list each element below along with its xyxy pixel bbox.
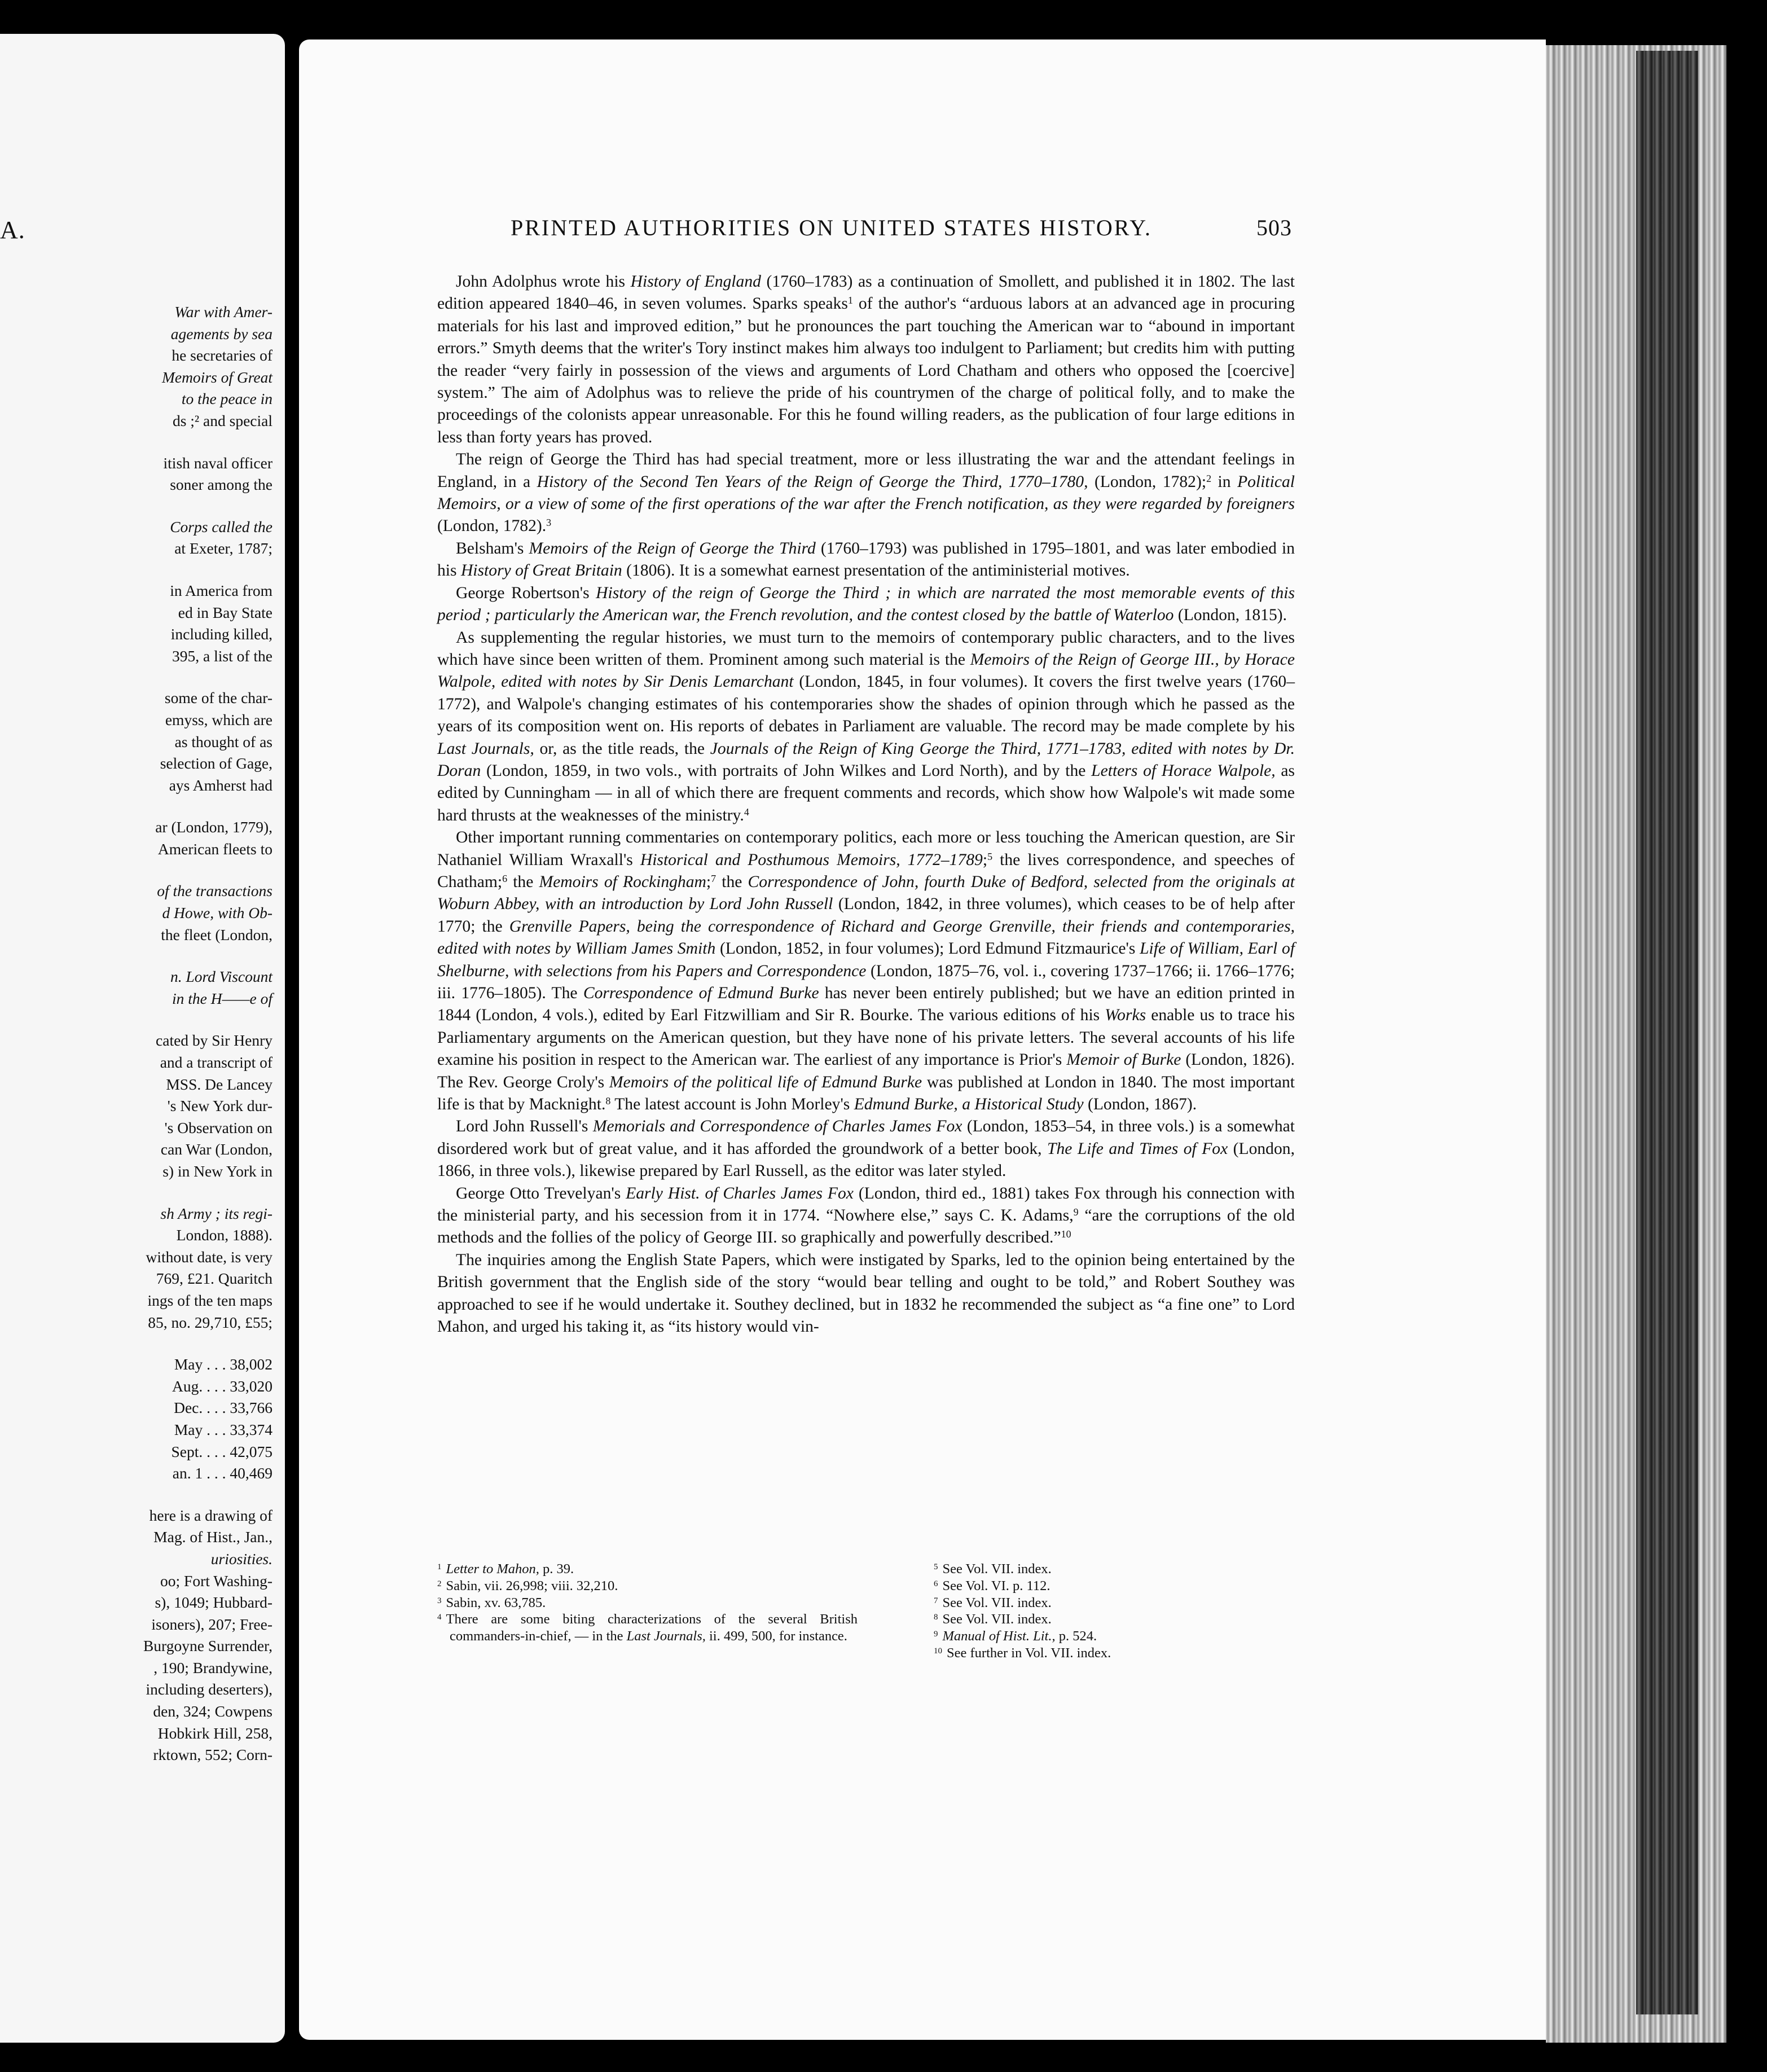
footnote (934, 1578, 1295, 1595)
previous-page-line: s) in New York in (162, 1162, 272, 1180)
previous-page-line: agements by sea (170, 324, 272, 343)
footnote (437, 1561, 858, 1578)
previous-page-line (36, 1183, 272, 1203)
footnote-number: 2 (437, 1579, 442, 1588)
previous-page-line: cated by Sir Henry (156, 1031, 272, 1050)
previous-page-line: American fleets to (157, 840, 272, 858)
paragraph: George Otto Trevelyan's Early Hist. of Charles James Fox (London, third ed., 1881) takes Fox through his connection with the ministerial party, and his secession from it in 1774. “Nowhere else,” says C. K. Adams,$^9$ “are the corruptions of the old methods and the follies of the policy of George III. so graphically and powerfully described.”$^{10}$ (437, 1184, 1295, 1247)
previous-page-line: London, 1888). (176, 1226, 272, 1244)
previous-page-line: some of the char- (164, 689, 272, 707)
footnote (437, 1595, 858, 1612)
previous-page-line: 85, no. 29,710, £55; (148, 1313, 272, 1331)
footnotes-left-column (437, 1561, 858, 1645)
previous-page-line: without date, is very (146, 1248, 272, 1266)
footnote-number: 10 (934, 1646, 942, 1656)
previous-page-line: Sept. . . . 42,075 (171, 1442, 272, 1460)
previous-page-line (36, 1485, 272, 1505)
footnote-number: 3 (437, 1596, 442, 1605)
previous-page-line: Memoirs of Great (161, 368, 272, 386)
previous-page-line: itish naval officer (163, 454, 272, 472)
footnote-number: 8 (934, 1613, 938, 1622)
previous-page-line (36, 946, 272, 966)
previous-page-line (36, 1009, 272, 1030)
footnote-text: Letter to Mahon, p. 39. (446, 1561, 574, 1577)
running-title: PRINTED AUTHORITIES ON UNITED STATES HISTORY. (511, 215, 1153, 240)
previous-page-line: 395, a list of the (172, 647, 272, 665)
previous-page-line: rktown, 552; Corn- (153, 1746, 272, 1764)
footnote-number: 5 (934, 1562, 938, 1571)
footnote-number: 4 (437, 1613, 442, 1622)
paragraph: As supplementing the regular histories, we must turn to the memoirs of contemporary public characters, and to the lives which have since been written of them. Prominent among such material is the Memoirs of the Reign of George III., by Horace Walpole, edited with notes by Sir Denis Lemarchant (London, 1845, in four volumes). It covers the first twelve years (1760–1772), and Walpole's changing estimates of his contemporaries show the shades of opinion through which he passed as the years of its composition went on. His reports of debates in Parliament are valuable. The record may be made complete by his Last Journals, or, as the title reads, the Journals of the Reign of King George the Third, 1771–1783, edited with notes by Dr. Doran (London, 1859, in two vols., with portraits of John Wilkes and Lord North), and by the Letters of Horace Walpole, as edited by Cunningham — in all of which there are frequent comments and records, which show how Walpole's wit made some hard thrusts at the weaknesses of the ministry.$^4$ (437, 628, 1295, 824)
previous-page-line: MSS. De Lancey (166, 1075, 272, 1093)
previous-page-line: as thought of as (174, 732, 272, 750)
previous-page-line (36, 860, 272, 880)
previous-page-line: oo; Fort Washing- (160, 1571, 272, 1590)
footnote-number: 6 (934, 1579, 938, 1588)
footnote (934, 1628, 1295, 1645)
previous-page-line: n. Lord Viscount (170, 968, 272, 986)
paragraph: The reign of George the Third has had special treatment, more or less illustrating the war and the attendant feelings in England, in a History of the Second Ten Years of the Reign of George the Third, 1770–1780, (London, 1782);$^2$ in Political Memoirs, or a view of some of the first operations of the war after the French notification, as they were regarded by foreigners (London, 1782).$^3$ (437, 450, 1295, 535)
previous-page-line: selection of Gage, (160, 754, 272, 772)
previous-page-text (36, 301, 272, 1766)
previous-page-line: Corps called the (170, 517, 272, 535)
previous-page-line: d Howe, with Ob- (162, 904, 272, 922)
previous-page-line: May . . . 33,374 (174, 1420, 272, 1438)
previous-page-line: Aug. . . . 33,020 (172, 1377, 272, 1395)
previous-page-line (36, 667, 272, 687)
previous-page-line: at Exeter, 1787; (174, 539, 272, 557)
previous-page-line: soner among the (170, 476, 272, 494)
previous-page-line: ds ;² and special (172, 411, 272, 429)
footnote (934, 1561, 1295, 1578)
footnote-text: See further in Vol. VII. index. (947, 1645, 1111, 1661)
footnote-number: 7 (934, 1596, 938, 1605)
previous-page-line: s), 1049; Hubbard- (155, 1593, 272, 1612)
previous-page-line: uriosities. (210, 1549, 272, 1568)
previous-page-line: Mag. of Hist., Jan., (153, 1528, 272, 1546)
previous-page-line: including killed, (170, 625, 272, 643)
previous-page-line: and a transcript of (160, 1053, 272, 1072)
previous-page-heading: A. (0, 216, 25, 244)
previous-page-line: can War (London, (160, 1140, 272, 1158)
previous-page-line (36, 496, 272, 516)
previous-page (0, 34, 285, 2043)
previous-page-line: an. 1 . . . 40,469 (172, 1464, 272, 1482)
previous-page-line: of the transactions (157, 882, 272, 900)
footnote-text: Manual of Hist. Lit., p. 524. (942, 1628, 1097, 1644)
footnote-text: Sabin, vii. 26,998; viii. 32,210. (446, 1578, 618, 1593)
previous-page-line: ings of the ten maps (147, 1291, 272, 1309)
body-text (437, 271, 1295, 1338)
footnote (934, 1595, 1295, 1612)
previous-page-line: ed in Bay State (178, 603, 272, 621)
footnotes-right-column (934, 1561, 1295, 1662)
previous-page-line: ar (London, 1779), (155, 818, 272, 836)
previous-page-line: including deserters), (146, 1680, 272, 1698)
page-edges-shadow (1636, 51, 1698, 2014)
footnote (934, 1611, 1295, 1628)
previous-page-line: to the peace in (181, 390, 272, 408)
paragraph: John Adolphus wrote his History of England (1760–1783) as a continuation of Smollett, and published it in 1802. The last edition appeared 1840–46, in seven volumes. Sparks speaks$^1$ of the author's “arduous labors at an advanced age in procuring materials for his last and improved edition,” but he pronounces the part touching the American war to “abound in important errors.” Smyth deems that the writer's Tory instinct makes him always too indulgent to Parliament; but credits him with putting the reader “very fairly in possession of the views and arguments of Lord Chatham and others who opposed the [coercive] system.” The aim of Adolphus was to relieve the pride of his countrymen of the charge of political folly, and to make the proceedings of the colonists appear unreasonable. For this he found willing readers, as the publication of four large editions in less than forty years has proved. (437, 273, 1295, 446)
footnote-text: See Vol. VII. index. (942, 1595, 1052, 1610)
running-head (511, 214, 1292, 241)
previous-page-line: ays Amherst had (169, 776, 272, 794)
previous-page-line (36, 796, 272, 816)
footnote (934, 1645, 1295, 1662)
previous-page-line: 769, £21. Quaritch (156, 1270, 272, 1288)
footnote-text: See Vol. VI. p. 112. (942, 1578, 1050, 1593)
previous-page-line: , 190; Brandywine, (153, 1658, 272, 1676)
footnote (437, 1578, 858, 1595)
footnote-number: 1 (437, 1562, 442, 1571)
paragraph: Other important running commentaries on contemporary politics, each more or less touching the American question, are Sir Nathaniel William Wraxall's Historical and Posthumous Memoirs, 1772–1789;$^5$ the lives correspondence, and speeches of Chatham;$^6$ the Memoirs of Rockingham;$^7$ the Correspondence of John, fourth Duke of Bedford, selected from the originals at Woburn Abbey, with an introduction by Lord John Russell (London, 1842, in three volumes), which ceases to be of help after 1770; the Grenville Papers, being the correspondence of Richard and George Grenville, their friends and contemporaries, edited with notes by William James Smith (London, 1852, in four volumes); Lord Edmund Fitzmaurice's Life of William, Earl of Shelburne, with selections from his Papers and Correspondence (London, 1875–76, vol. i., covering 1737–1766; ii. 1766–1776; iii. 1776–1805). The Correspondence of Edmund Burke has never been entirely published; but we have an edition printed in 1844 (London, 4 vols.), edited by Earl Fitzwilliam and Sir R. Bourke. The various editions of his Works enable us to trace his Parliamentary arguments on the American question, but they have none of his private letters. The several accounts of his life examine his position in respect to the American war. The earliest of any importance is Prior's Memoir of Burke (London, 1826). The Rev. George Croly's Memoirs of the political life of Edmund Burke was published at London in 1840. The most important life is that by Macknight.$^8$ The latest account is John Morley's Edmund Burke, a Historical Study (London, 1867). (437, 828, 1295, 1114)
previous-page-line: isoners), 207; Free- (151, 1615, 272, 1633)
previous-page-line (36, 432, 272, 453)
footnote-number: 9 (934, 1630, 938, 1639)
previous-page-line: 's New York dur- (167, 1097, 272, 1115)
previous-page-line: 's Observation on (164, 1118, 272, 1136)
previous-page-line: here is a drawing of (149, 1506, 272, 1524)
previous-page-line: War with Amer- (174, 303, 272, 321)
footnote-text: There are some biting characterizations of the several British commanders-in-chief, — in the Last Journals, ii. 499, 500, for instance. (446, 1612, 858, 1644)
footnote-text: Sabin, xv. 63,785. (446, 1595, 546, 1610)
previous-page-line: Dec. . . . 33,766 (174, 1399, 272, 1417)
page-number: 503 (1256, 215, 1292, 240)
footnote-text: See Vol. VII. index. (942, 1561, 1052, 1577)
previous-page-line (36, 560, 272, 580)
paragraph: Lord John Russell's Memorials and Correspondence of Charles James Fox (London, 1853–54, in three vols.) is a somewhat disordered work but of great value, and it has afforded the groundwork of a better book, The Life and Times of Fox (London, 1866, in three vols.), likewise prepared by Earl Russell, as the editor was later styled. (437, 1117, 1295, 1180)
footnote-text: See Vol. VII. index. (942, 1612, 1052, 1627)
previous-page-line (36, 1333, 272, 1354)
paragraph: George Robertson's History of the reign of George the Third ; in which are narrated the most memorable events of this period ; particularly the American war, the French revolution, and the contest closed by the battle of Waterloo (London, 1815). (437, 583, 1295, 625)
paragraph: Belsham's Memoirs of the Reign of George the Third (1760–1793) was published in 1795–1801, and was later embodied in his History of Great Britain (1806). It is a somewhat earnest presentation of the antiministerial motives. (437, 539, 1295, 580)
previous-page-line: the fleet (London, (161, 925, 272, 943)
previous-page-line: Burgoyne Surrender, (143, 1637, 272, 1655)
footnote (437, 1611, 858, 1645)
paragraph: The inquiries among the English State Papers, which were instigated by Sparks, led to the opinion being entertained by the British government that the English side of the story “would bear telling and ought to be told,” and Robert Southey was approached to see if he would undertake it. Southey declined, but in 1832 he recommended the subject as “a fine one” to Lord Mahon, and urged his taking it, as “its history would vin- (437, 1250, 1295, 1336)
previous-page-line: May . . . 38,002 (174, 1355, 272, 1373)
previous-page-line: den, 324; Cowpens (153, 1702, 272, 1720)
previous-page-line: sh Army ; its regi- (160, 1204, 272, 1222)
previous-page-line: in the H——e of (172, 989, 272, 1007)
previous-page-line: he secretaries of (172, 346, 272, 365)
previous-page-line: Hobkirk Hill, 258, (157, 1724, 272, 1742)
previous-page-line: emyss, which are (165, 710, 272, 728)
previous-page-line: in America from (170, 581, 272, 599)
